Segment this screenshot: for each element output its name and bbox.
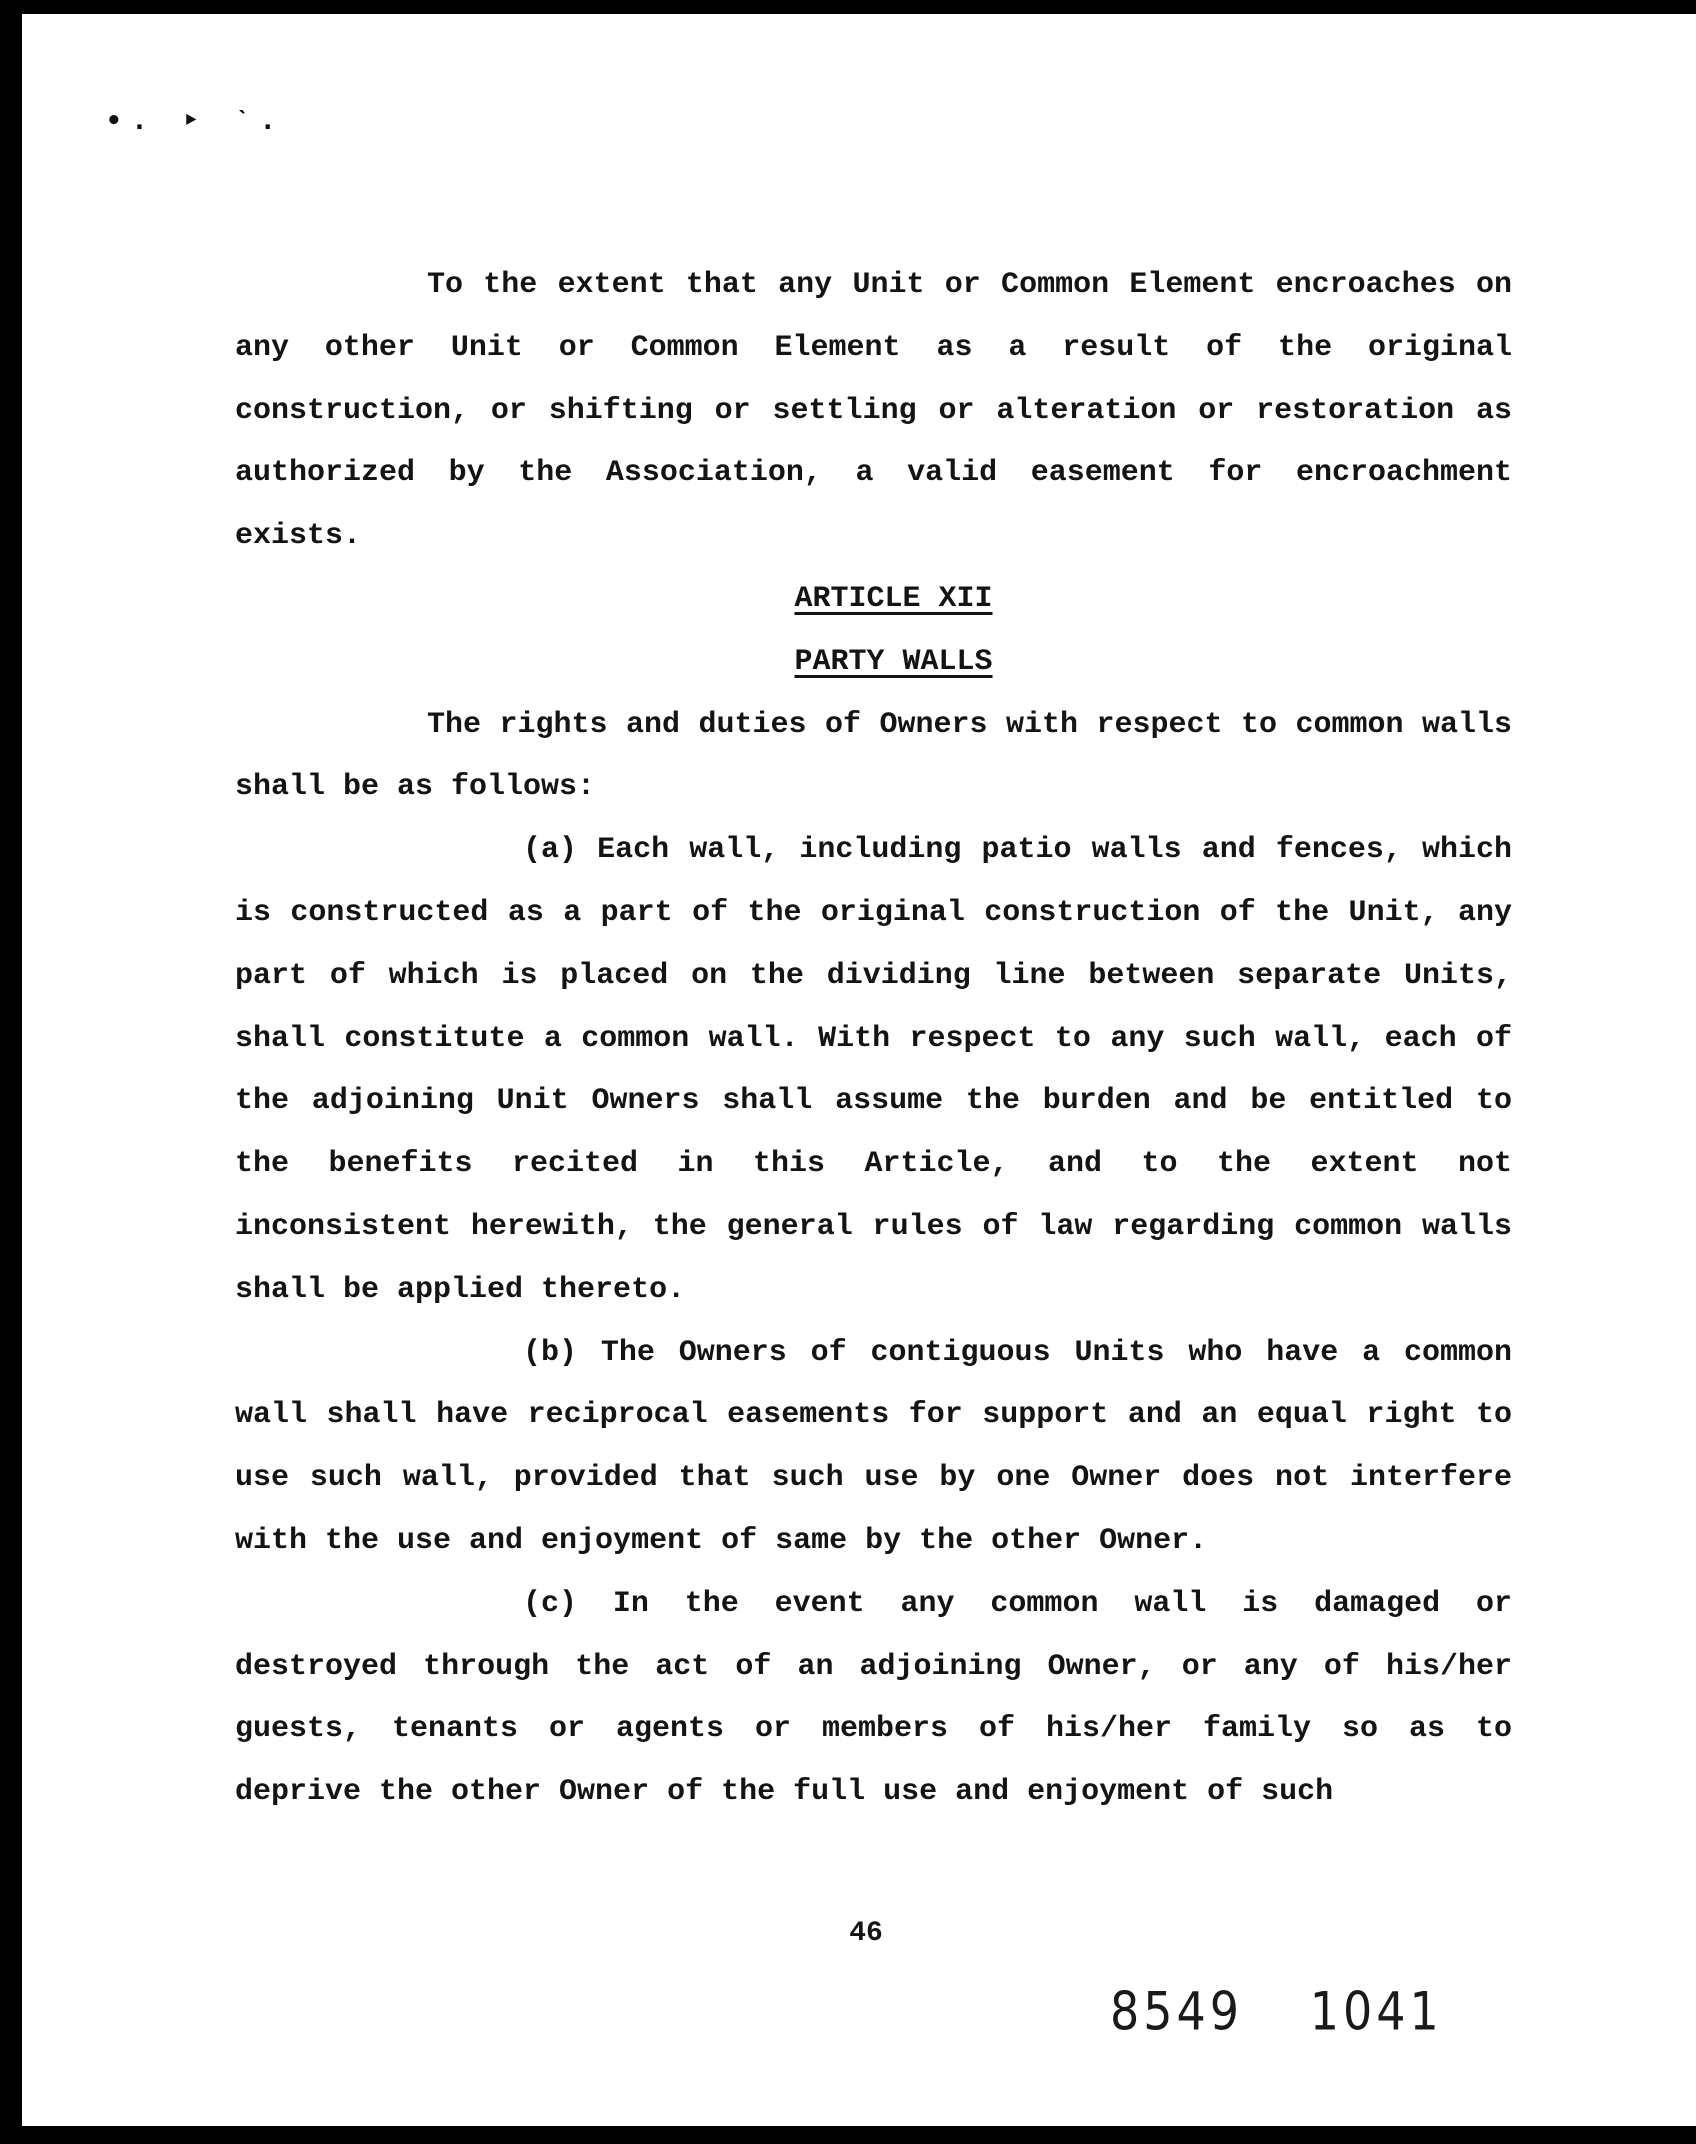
document-stamp-number: 8549 1041 — [1110, 1980, 1443, 2043]
header-marks: •. ‣ ˋ. — [106, 106, 286, 136]
scan-artifact — [0, 1500, 4, 1570]
clause-b: (b) The Owners of contiguous Units who have a common wall shall have reciprocal easements for support and an equal right to use such wall, provided that such use by one Owner does not interfere with the use and enjoyment of same by the other Owner. — [235, 1335, 1512, 1558]
clause-c: (c) In the event any common wall is damaged or destroyed through the act of an adjoining Owner, or any of his/her guests, tenants or agents or members of his/her family so as to deprive the other Owner of the full use and enjoyment of such — [235, 1586, 1512, 1810]
page-number: 46 — [849, 1918, 883, 1949]
document-page — [22, 14, 1696, 2126]
intro-paragraph: The rights and duties of Owners with respect to common walls shall be as follows: — [235, 707, 1512, 805]
clause-a: (a) Each wall, including patio walls and fences, which is constructed as a part of the original construction of the Unit, any part of which is placed on the dividing line between separate Units, shall constitute a common wall. With respect to any such wall, each of the adjoining Unit Owners shall assume the burden and be entitled to the benefits recited in this Article, and to the extent not inconsistent herewith, the general rules of law regarding common walls shall be applied thereto. — [235, 833, 1512, 1307]
scan-artifact — [930, 0, 938, 8]
article-number: ARTICLE XII — [794, 581, 993, 616]
document-body — [235, 254, 1512, 1824]
article-title: PARTY WALLS — [794, 644, 993, 679]
encroachment-paragraph: To the extent that any Unit or Common Element encroaches on any other Unit or Common Element as a result of the original construction, or shifting or settling or alteration or restoration as authorized by the Association, a valid easement for encroachment exists. — [235, 268, 1512, 554]
